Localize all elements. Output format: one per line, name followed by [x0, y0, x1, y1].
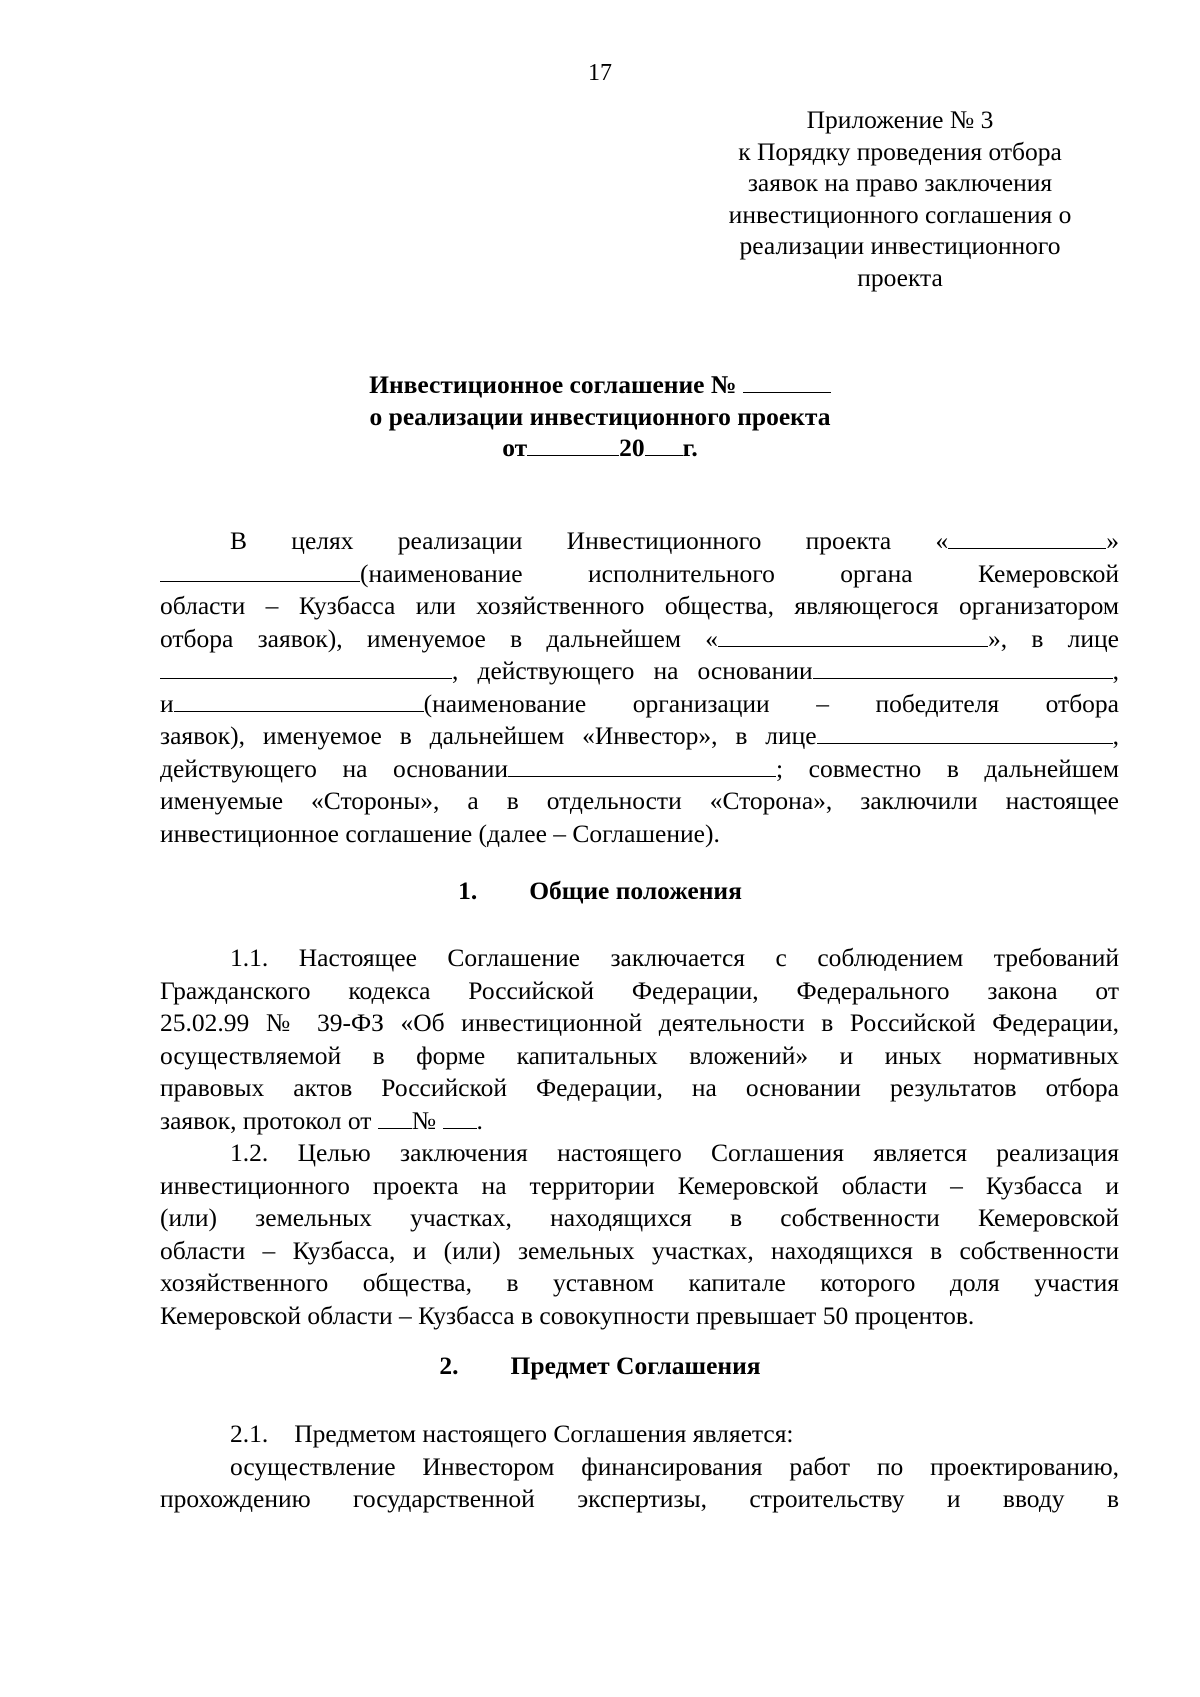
preamble-line: заявок), именуемое в дальнейшем «Инвестор», в лице ,: [160, 721, 1119, 750]
investor-basis-blank: [508, 754, 776, 777]
winner-name-blank: [174, 689, 424, 712]
preamble-line: и (наименование организации – победителя отбора: [160, 688, 1119, 718]
section-heading-2: 2. Предмет Соглашения: [439, 1351, 761, 1380]
preamble-line: , действующего на основании ,: [160, 655, 1119, 688]
title-line-2: о реализации инвестиционного проекта: [369, 401, 831, 431]
short-name-blank: [718, 624, 988, 647]
section-1-body: [160, 942, 1119, 1332]
preamble-line: (наименование исполнительного органа Кемеровской: [160, 558, 1119, 591]
project-name-blank: [948, 526, 1106, 549]
year-blank: [645, 433, 683, 456]
paragraph-line: прохождению государственной экспертизы, строительству и вводу в: [160, 1484, 1119, 1513]
basis-blank: [813, 656, 1113, 679]
preamble-line: отбора заявок), именуемое в дальнейшем « », в лице: [160, 623, 1119, 653]
date-blank: [527, 433, 619, 456]
investor-representative-blank: [817, 721, 1113, 744]
title-line-3: от 20 г.: [502, 433, 698, 462]
section-2-body: [160, 1418, 1119, 1516]
preamble: [160, 525, 1119, 850]
protocol-date-blank: [378, 1106, 412, 1129]
preamble-line: области – Кузбасса или хозяйственного общества, являющегося организатором: [160, 591, 1119, 620]
organ-name-blank: [160, 559, 360, 582]
appendix-line: инвестиционного соглашения о: [728, 199, 1072, 229]
paragraph-line: правовых актов Российской Федерации, на основании результатов отбора: [160, 1073, 1119, 1102]
appendix-line: Приложение № 3: [806, 105, 994, 134]
protocol-number-blank: [443, 1106, 477, 1129]
appendix-header: [700, 104, 1100, 293]
section-heading-1: 1. Общие положения: [458, 876, 742, 905]
paragraph-line: Кемеровской области – Кузбасса в совокупности превышает 50 процентов.: [160, 1300, 975, 1330]
title-line-1: Инвестиционное соглашение №: [0, 369, 1200, 401]
preamble-line: действующего на основании ; совместно в дальнейшем: [160, 753, 1119, 783]
preamble-line: инвестиционное соглашение (далее – Соглашение).: [160, 818, 720, 848]
appendix-line: заявок на право заключения: [747, 168, 1053, 197]
number-blank: [743, 370, 831, 393]
paragraph-line: осуществляемой в форме капитальных вложений» и иных нормативных: [160, 1040, 1119, 1070]
appendix-line: к Порядку проведения отбора: [738, 136, 1062, 166]
paragraph-line: осуществление Инвестором финансирования работ по проектированию,: [230, 1451, 1119, 1481]
paragraph-line: (или) земельных участках, находящихся в собственности Кемеровской: [160, 1203, 1119, 1232]
paragraph-line: хозяйственного общества, в уставном капитале которого доля участия: [160, 1268, 1119, 1297]
preamble-line: В целях реализации Инвестиционного проекта « »: [230, 526, 1119, 555]
paragraph-line: заявок, протокол от № .: [160, 1105, 483, 1135]
page-number: 17: [588, 60, 612, 86]
paragraph-line: 1.1. Настоящее Соглашение заключается с соблюдением требований: [230, 943, 1119, 972]
paragraph-line: Гражданского кодекса Российской Федерации, Федерального закона от: [160, 975, 1119, 1005]
paragraph-line: области – Кузбасса, и (или) земельных участках, находящихся в собственности: [160, 1235, 1119, 1265]
appendix-line: проекта: [857, 262, 943, 292]
paragraph-line: 1.2. Целью заключения настоящего Соглашения является реализация: [230, 1138, 1119, 1167]
paragraph-line: 2.1. Предметом настоящего Соглашения является:: [230, 1419, 794, 1448]
document-title: [0, 369, 1200, 464]
representative-blank: [160, 656, 452, 679]
paragraph-line: 25.02.99 № 39-ФЗ «Об инвестиционной деятельности в Российской Федерации,: [160, 1008, 1119, 1037]
appendix-line: реализации инвестиционного: [739, 231, 1061, 260]
paragraph-line: инвестиционного проекта на территории Кемеровской области – Кузбасса и: [160, 1170, 1119, 1200]
preamble-line: именуемые «Стороны», а в отдельности «Сторона», заключили настоящее: [160, 786, 1119, 815]
